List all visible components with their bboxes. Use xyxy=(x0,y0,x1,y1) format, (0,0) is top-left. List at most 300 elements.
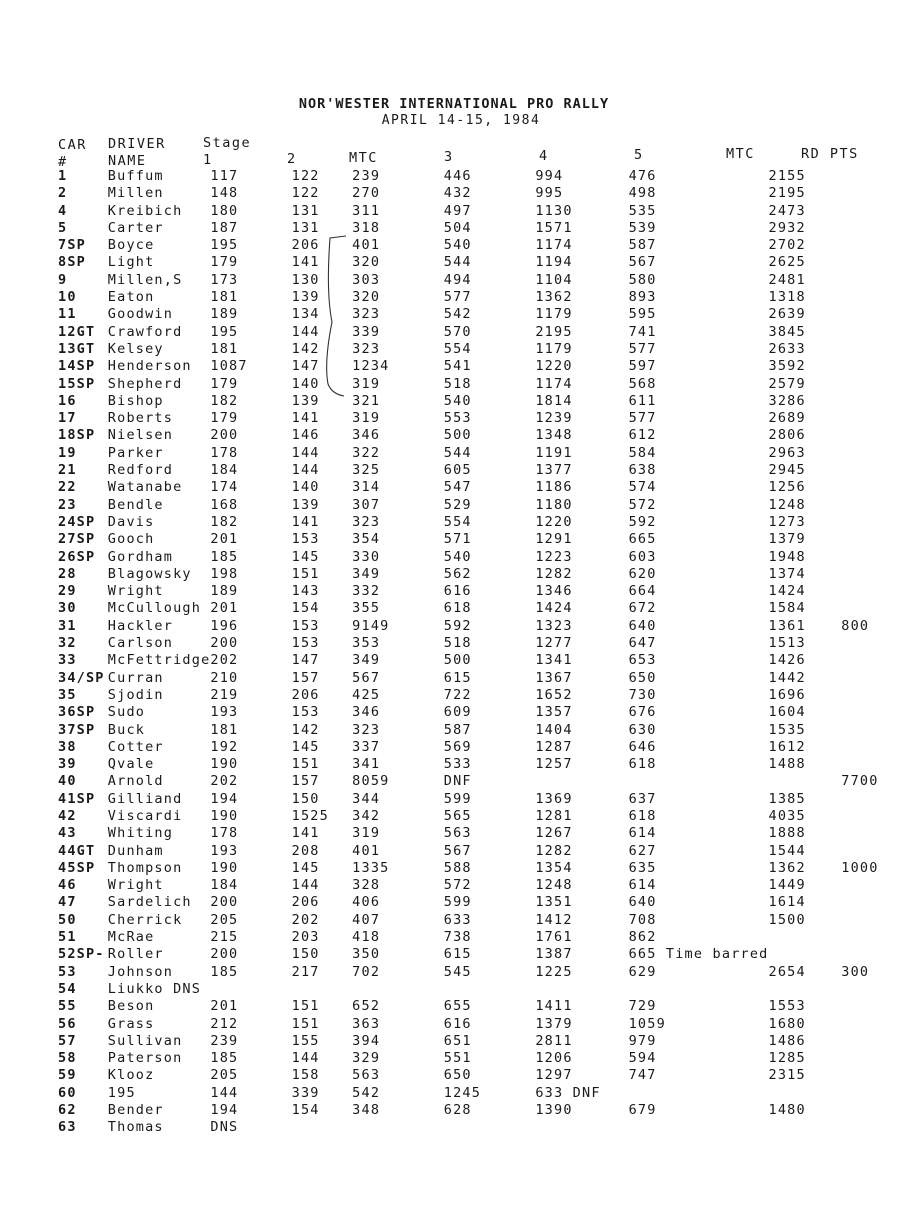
stage-2-time: 140 xyxy=(291,375,320,392)
mtc-2-time: 2702 xyxy=(768,237,806,254)
driver-name: Wright xyxy=(107,877,164,894)
stage-3-time: DNF xyxy=(443,773,472,790)
stage-1-time: 179 xyxy=(210,375,239,392)
stage-4-time: 1351 xyxy=(535,894,573,911)
table-row xyxy=(58,894,900,911)
stage-5-time: 665 xyxy=(628,531,657,548)
driver-name: Gooch xyxy=(107,531,155,548)
driver-name: Gilliand xyxy=(107,790,183,807)
table-row xyxy=(58,618,900,635)
stage-5-time: 650 xyxy=(628,669,657,686)
stage-2-time: 130 xyxy=(291,271,320,288)
rd-points xyxy=(841,894,900,911)
mtc-1-time: 354 xyxy=(352,531,381,548)
stage-3-time: 500 xyxy=(443,652,472,669)
table-row xyxy=(58,600,900,617)
mtc-2-time: 4035 xyxy=(768,807,806,824)
stage-5-time: 979 xyxy=(628,1032,657,1049)
car-number: 7SP xyxy=(58,237,86,254)
table-row xyxy=(58,704,900,721)
rd-points xyxy=(841,687,900,704)
mtc-1-time: 363 xyxy=(352,1015,381,1032)
stage-4-time: 994 xyxy=(535,168,564,184)
stage-1-time: 185 xyxy=(210,1050,239,1067)
rd-points xyxy=(841,670,900,687)
stage-3-time: 432 xyxy=(443,185,472,202)
stage-1-time: 178 xyxy=(210,444,239,461)
stage-4-time: 1223 xyxy=(535,548,573,565)
mtc-1-time: 323 xyxy=(352,340,381,357)
mtc-1-time: 332 xyxy=(352,583,381,600)
driver-name: Davis xyxy=(107,513,155,530)
rd-points xyxy=(841,652,900,669)
stage-2-time: 151 xyxy=(291,998,320,1015)
stage-5-time: 535 xyxy=(628,202,657,219)
mtc-2-time: 1696 xyxy=(768,686,806,703)
stage-3-time: 540 xyxy=(443,548,472,565)
car-number: 15SP xyxy=(58,375,96,392)
driver-name: Carter xyxy=(107,219,164,236)
stage-3-time: 588 xyxy=(443,859,472,876)
car-number: 40 xyxy=(58,773,77,790)
driver-name: Millen,S xyxy=(107,271,183,288)
mtc-2-time: 2639 xyxy=(768,306,806,323)
stage-5-time: 614 xyxy=(628,877,657,894)
stage-3-time: 628 xyxy=(443,1102,472,1119)
stage-4-time: 1282 xyxy=(535,565,573,582)
stage-1-time: 179 xyxy=(210,254,239,271)
document-title: NOR'WESTER INTERNATIONAL PRO RALLY xyxy=(298,96,610,112)
table-row xyxy=(58,254,900,271)
mtc-2-time: 1318 xyxy=(768,289,806,306)
stage-2-time: 142 xyxy=(291,340,320,357)
stage-5-time: 747 xyxy=(628,1067,657,1084)
stage-1-time: 194 xyxy=(210,790,239,807)
stage-2-time: 144 xyxy=(291,877,320,894)
header-car: CAR xyxy=(58,137,87,153)
mtc-1-time: 319 xyxy=(352,375,381,392)
stage-1-time: 198 xyxy=(210,565,239,582)
mtc-1-time: 346 xyxy=(352,427,381,444)
driver-name: Arnold xyxy=(107,773,164,790)
rd-points xyxy=(841,1085,900,1102)
stage-4-time: 1225 xyxy=(535,963,573,980)
table-row xyxy=(58,393,900,410)
driver-name: Cherrick xyxy=(107,911,183,928)
stage-3-time: 567 xyxy=(443,842,472,859)
stage-4-time: 1362 xyxy=(535,289,573,306)
mtc-2-time: 1614 xyxy=(768,894,806,911)
stage-1-time: 181 xyxy=(210,289,239,306)
mtc-1-time: 350 xyxy=(352,946,381,963)
car-number: 51 xyxy=(58,929,77,946)
stage-4-time: 1761 xyxy=(535,929,573,946)
stage-4-time: 1179 xyxy=(535,340,573,357)
car-number: 42 xyxy=(58,807,77,824)
driver-name: Whiting xyxy=(107,825,174,842)
stage-2-time: 203 xyxy=(291,929,320,946)
stage-2-time: 141 xyxy=(291,825,320,842)
rd-points xyxy=(841,531,900,548)
mtc-2-time: 1535 xyxy=(768,721,806,738)
driver-name: Paterson xyxy=(107,1050,183,1067)
stage-1-time: 202 xyxy=(210,773,239,790)
table-row xyxy=(58,791,900,808)
mtc-1-time: 346 xyxy=(352,704,381,721)
driver-name: Roller xyxy=(107,946,164,963)
stage-5-time: 635 xyxy=(628,859,657,876)
stage-4-time: 1267 xyxy=(535,825,573,842)
rd-points: 1000 xyxy=(841,859,879,876)
stage-3-time: 618 xyxy=(443,600,472,617)
stage-4-time: 1367 xyxy=(535,669,573,686)
stage-3-time: 544 xyxy=(443,254,472,271)
mtc-2-time: 2963 xyxy=(768,444,806,461)
stage-4-time: 1369 xyxy=(535,790,573,807)
stage-1-time: 205 xyxy=(210,911,239,928)
rd-points xyxy=(841,1119,900,1136)
mtc-1-time: 9149 xyxy=(352,617,390,634)
rd-points xyxy=(841,203,900,220)
stage-2-time: 122 xyxy=(291,168,320,184)
stage-3-time: 615 xyxy=(443,946,472,963)
table-row xyxy=(58,1119,900,1136)
stage-1-time: 181 xyxy=(210,721,239,738)
stage-3-time: 722 xyxy=(443,686,472,703)
driver-name: Kelsey xyxy=(107,340,164,357)
stage-5-time: 629 xyxy=(628,963,657,980)
table-row xyxy=(58,722,900,739)
stage-3-time: 565 xyxy=(443,807,472,824)
car-number: 60 xyxy=(58,1084,77,1101)
stage-1-time: 192 xyxy=(210,738,239,755)
rd-points xyxy=(841,410,900,427)
stage-2-time: 206 xyxy=(291,894,320,911)
stage-4-time: 1412 xyxy=(535,911,573,928)
car-number: 38 xyxy=(58,738,77,755)
table-row xyxy=(58,773,900,790)
rd-points xyxy=(841,843,900,860)
car-number: 9 xyxy=(58,271,68,288)
rd-points xyxy=(841,929,900,946)
mtc-2-time: 1513 xyxy=(768,635,806,652)
header-rd-pts: RD PTS xyxy=(801,146,859,162)
car-number: 36SP xyxy=(58,704,96,721)
driver-name: Johnson xyxy=(107,963,174,980)
rd-points xyxy=(841,272,900,289)
mtc-1-time: 270 xyxy=(352,185,381,202)
driver-name: Sudo xyxy=(107,704,146,721)
stage-2-time xyxy=(292,1119,353,1136)
mtc-2-time: 2473 xyxy=(768,202,806,219)
header-stage-1: 1 xyxy=(203,152,213,168)
table-row xyxy=(58,514,900,531)
mtc-2-time: 1480 xyxy=(768,1102,806,1119)
mtc-1-time: 329 xyxy=(352,1050,381,1067)
stage-2-time: 151 xyxy=(291,565,320,582)
mtc-2-time: 1256 xyxy=(768,479,806,496)
table-row xyxy=(58,739,900,756)
stage-1-time: 202 xyxy=(210,652,239,669)
stage-5-time: 614 xyxy=(628,825,657,842)
stage-4-time: 1291 xyxy=(535,531,573,548)
car-number: 26SP xyxy=(58,548,96,565)
car-number: 56 xyxy=(58,1015,77,1032)
driver-name: Wright xyxy=(107,583,164,600)
mtc-2-time: 1500 xyxy=(768,911,806,928)
stage-4-time: 1424 xyxy=(535,600,573,617)
driver-name: Redford xyxy=(107,462,174,479)
rd-points xyxy=(841,1016,900,1033)
stage-3-time: 569 xyxy=(443,738,472,755)
table-row xyxy=(58,1067,900,1084)
stage-5-time: 577 xyxy=(628,340,657,357)
table-row xyxy=(58,531,900,548)
rd-points xyxy=(841,998,900,1015)
mtc-1-time: 323 xyxy=(352,721,381,738)
car-number: 13GT xyxy=(58,340,96,357)
stage-3-time: 650 xyxy=(443,1067,472,1084)
stage-4-time: 1281 xyxy=(535,807,573,824)
mtc-1-time: 318 xyxy=(352,219,381,236)
car-number: 52SP- xyxy=(58,946,105,963)
stage-2-time: 217 xyxy=(291,963,320,980)
stage-1-time: DNS xyxy=(210,1119,239,1136)
stage-1-time: 144 xyxy=(210,1084,239,1101)
mtc-2-time: 1604 xyxy=(768,704,806,721)
rd-points xyxy=(841,514,900,531)
mtc-2-time: 1544 xyxy=(768,842,806,859)
header-mtc-2: MTC xyxy=(726,146,755,162)
stage-1-time xyxy=(210,981,291,998)
stage-2-time: 143 xyxy=(291,583,320,600)
mtc-1-time: 1335 xyxy=(352,859,390,876)
stage-2-time: 142 xyxy=(291,721,320,738)
stage-5-time: 568 xyxy=(628,375,657,392)
header-stage-2: 2 xyxy=(287,151,297,167)
rd-points xyxy=(841,497,900,514)
mtc-2-time: 1285 xyxy=(768,1050,806,1067)
car-number: 18SP xyxy=(58,427,96,444)
table-row xyxy=(58,479,900,496)
stage-1-time: 189 xyxy=(210,306,239,323)
stage-1-time: 193 xyxy=(210,842,239,859)
stage-1-time: 200 xyxy=(210,946,239,963)
car-number: 41SP xyxy=(58,790,96,807)
car-number: 16 xyxy=(58,392,77,409)
stage-2-time: 153 xyxy=(291,704,320,721)
mtc-2-time: 1426 xyxy=(768,652,806,669)
rd-points xyxy=(841,739,900,756)
table-row xyxy=(58,445,900,462)
mtc-1-time: 328 xyxy=(352,877,381,894)
car-number: 19 xyxy=(58,444,77,461)
driver-name: Klooz xyxy=(107,1067,155,1084)
mtc-2-time xyxy=(769,946,842,963)
stage-2-time: 150 xyxy=(291,946,320,963)
mtc-1-time: 323 xyxy=(352,306,381,323)
mtc-1-time xyxy=(352,1119,444,1136)
stage-1-time: 190 xyxy=(210,756,239,773)
driver-name: Bendle xyxy=(107,496,164,513)
stage-2-time: 145 xyxy=(291,738,320,755)
stage-3-time: 571 xyxy=(443,531,472,548)
stage-1-time: 194 xyxy=(210,1102,239,1119)
stage-3-time: 615 xyxy=(443,669,472,686)
stage-4-time: 1323 xyxy=(535,617,573,634)
stage-2-time: 154 xyxy=(291,1102,320,1119)
stage-4-time: 1174 xyxy=(535,375,573,392)
stage-2-time: 147 xyxy=(291,358,320,375)
stage-2-time: 208 xyxy=(291,842,320,859)
stage-5-time: 627 xyxy=(628,842,657,859)
car-number: 11 xyxy=(58,306,77,323)
stage-2-time: 147 xyxy=(291,652,320,669)
table-row xyxy=(58,998,900,1015)
stage-5-time: 708 xyxy=(628,911,657,928)
header-car-hash: # xyxy=(58,154,68,170)
driver-name: Qvale xyxy=(107,756,155,773)
stage-3-time: 544 xyxy=(443,444,472,461)
car-number: 59 xyxy=(58,1067,77,1084)
mtc-1-time: 319 xyxy=(352,825,381,842)
header-driver: DRIVER xyxy=(108,136,166,152)
handwritten-bracket xyxy=(318,232,348,404)
driver-name: Carlson xyxy=(107,635,174,652)
car-number: 53 xyxy=(58,963,77,980)
mtc-1-time: 355 xyxy=(352,600,381,617)
mtc-1-time: 341 xyxy=(352,756,381,773)
car-number: 47 xyxy=(58,894,77,911)
stage-2-time: 158 xyxy=(291,1067,320,1084)
stage-1-time: 193 xyxy=(210,704,239,721)
mtc-2-time: 1486 xyxy=(768,1032,806,1049)
stage-3-time: 599 xyxy=(443,790,472,807)
stage-4-time: 1180 xyxy=(535,496,573,513)
stage-4-time: 1287 xyxy=(535,738,573,755)
car-number: 34/SP xyxy=(58,669,105,686)
car-number: 12GT xyxy=(58,323,96,340)
stage-4-time: 1194 xyxy=(535,254,573,271)
stage-3-time: 545 xyxy=(443,963,472,980)
stage-2-time: 150 xyxy=(291,790,320,807)
car-number: 39 xyxy=(58,756,77,773)
car-number: 29 xyxy=(58,583,77,600)
stage-5-time: 580 xyxy=(628,271,657,288)
mtc-2-time: 1948 xyxy=(768,548,806,565)
stage-3-time: 572 xyxy=(443,877,472,894)
rd-points xyxy=(841,600,900,617)
stage-1-time: 179 xyxy=(210,410,239,427)
stage-4-time: 1341 xyxy=(535,652,573,669)
header-stage-5: 5 xyxy=(634,147,644,163)
stage-3-time: 616 xyxy=(443,1015,472,1032)
stage-2-time: 134 xyxy=(291,306,320,323)
stage-1-time: 184 xyxy=(210,462,239,479)
driver-name: Roberts xyxy=(107,410,174,427)
stage-1-time: 182 xyxy=(210,513,239,530)
driver-name: Buffum xyxy=(107,168,164,184)
mtc-2-time: 2806 xyxy=(768,427,806,444)
stage-5-time: 647 xyxy=(628,635,657,652)
stage-2-time: 153 xyxy=(291,635,320,652)
stage-1-time: 201 xyxy=(210,998,239,1015)
mtc-1-time: 320 xyxy=(352,254,381,271)
stage-1-time: 200 xyxy=(210,894,239,911)
mtc-2-time: 3592 xyxy=(768,358,806,375)
mtc-2-time: 2633 xyxy=(768,340,806,357)
stage-5-time: 640 xyxy=(628,894,657,911)
table-row xyxy=(58,203,900,220)
stage-2-time: 153 xyxy=(291,531,320,548)
car-number: 24SP xyxy=(58,513,96,530)
stage-3-time: 554 xyxy=(443,513,472,530)
rd-points xyxy=(841,756,900,773)
stage-5-time: 672 xyxy=(628,600,657,617)
rd-points xyxy=(841,341,900,358)
stage-5-time: 577 xyxy=(628,410,657,427)
rd-points: 300 xyxy=(841,963,870,980)
stage-4-time: 1130 xyxy=(535,202,573,219)
car-number: 45SP xyxy=(58,859,96,876)
stage-4-time: 1220 xyxy=(535,513,573,530)
table-row xyxy=(58,756,900,773)
stage-5-time: 620 xyxy=(628,565,657,582)
car-number: 10 xyxy=(58,289,77,306)
mtc-1-time: 349 xyxy=(352,565,381,582)
mtc-1-time: 337 xyxy=(352,738,381,755)
rd-points xyxy=(841,1067,900,1084)
mtc-2-time: 3286 xyxy=(768,392,806,409)
stage-1-time: 239 xyxy=(210,1032,239,1049)
mtc-2-time: 2579 xyxy=(768,375,806,392)
car-number: 62 xyxy=(58,1102,77,1119)
stage-5-time xyxy=(629,1085,769,1102)
stage-2-time: 157 xyxy=(291,669,320,686)
stage-1-time: 189 xyxy=(210,583,239,600)
stage-2-time xyxy=(292,981,353,998)
stage-5-time: 679 xyxy=(628,1102,657,1119)
mtc-2-time: 2315 xyxy=(768,1067,806,1084)
mtc-1-time: 311 xyxy=(352,202,381,219)
car-number: 55 xyxy=(58,998,77,1015)
stage-3-time: 553 xyxy=(443,410,472,427)
mtc-2-time: 1584 xyxy=(768,600,806,617)
stage-2-time: 122 xyxy=(291,185,320,202)
stage-1-time: 182 xyxy=(210,392,239,409)
mtc-2-time xyxy=(769,981,842,998)
car-number: 22 xyxy=(58,479,77,496)
mtc-2-time: 1888 xyxy=(768,825,806,842)
stage-1-time: 201 xyxy=(210,600,239,617)
stage-4-time: 1104 xyxy=(535,271,573,288)
table-row xyxy=(58,1102,900,1119)
stage-3-time: 563 xyxy=(443,825,472,842)
stage-5-time: 862 xyxy=(628,929,657,946)
mtc-1-time: 320 xyxy=(352,289,381,306)
mtc-2-time: 2625 xyxy=(768,254,806,271)
mtc-1-time: 319 xyxy=(352,410,381,427)
stage-4-time: 1814 xyxy=(535,392,573,409)
rd-points xyxy=(841,185,900,202)
stage-1-time: 168 xyxy=(210,496,239,513)
table-row xyxy=(58,635,900,652)
rd-points xyxy=(841,254,900,271)
stage-3-time: 609 xyxy=(443,704,472,721)
mtc-1-time: 567 xyxy=(352,669,381,686)
driver-name: Boyce xyxy=(107,237,155,254)
stage-2-time: 144 xyxy=(291,323,320,340)
